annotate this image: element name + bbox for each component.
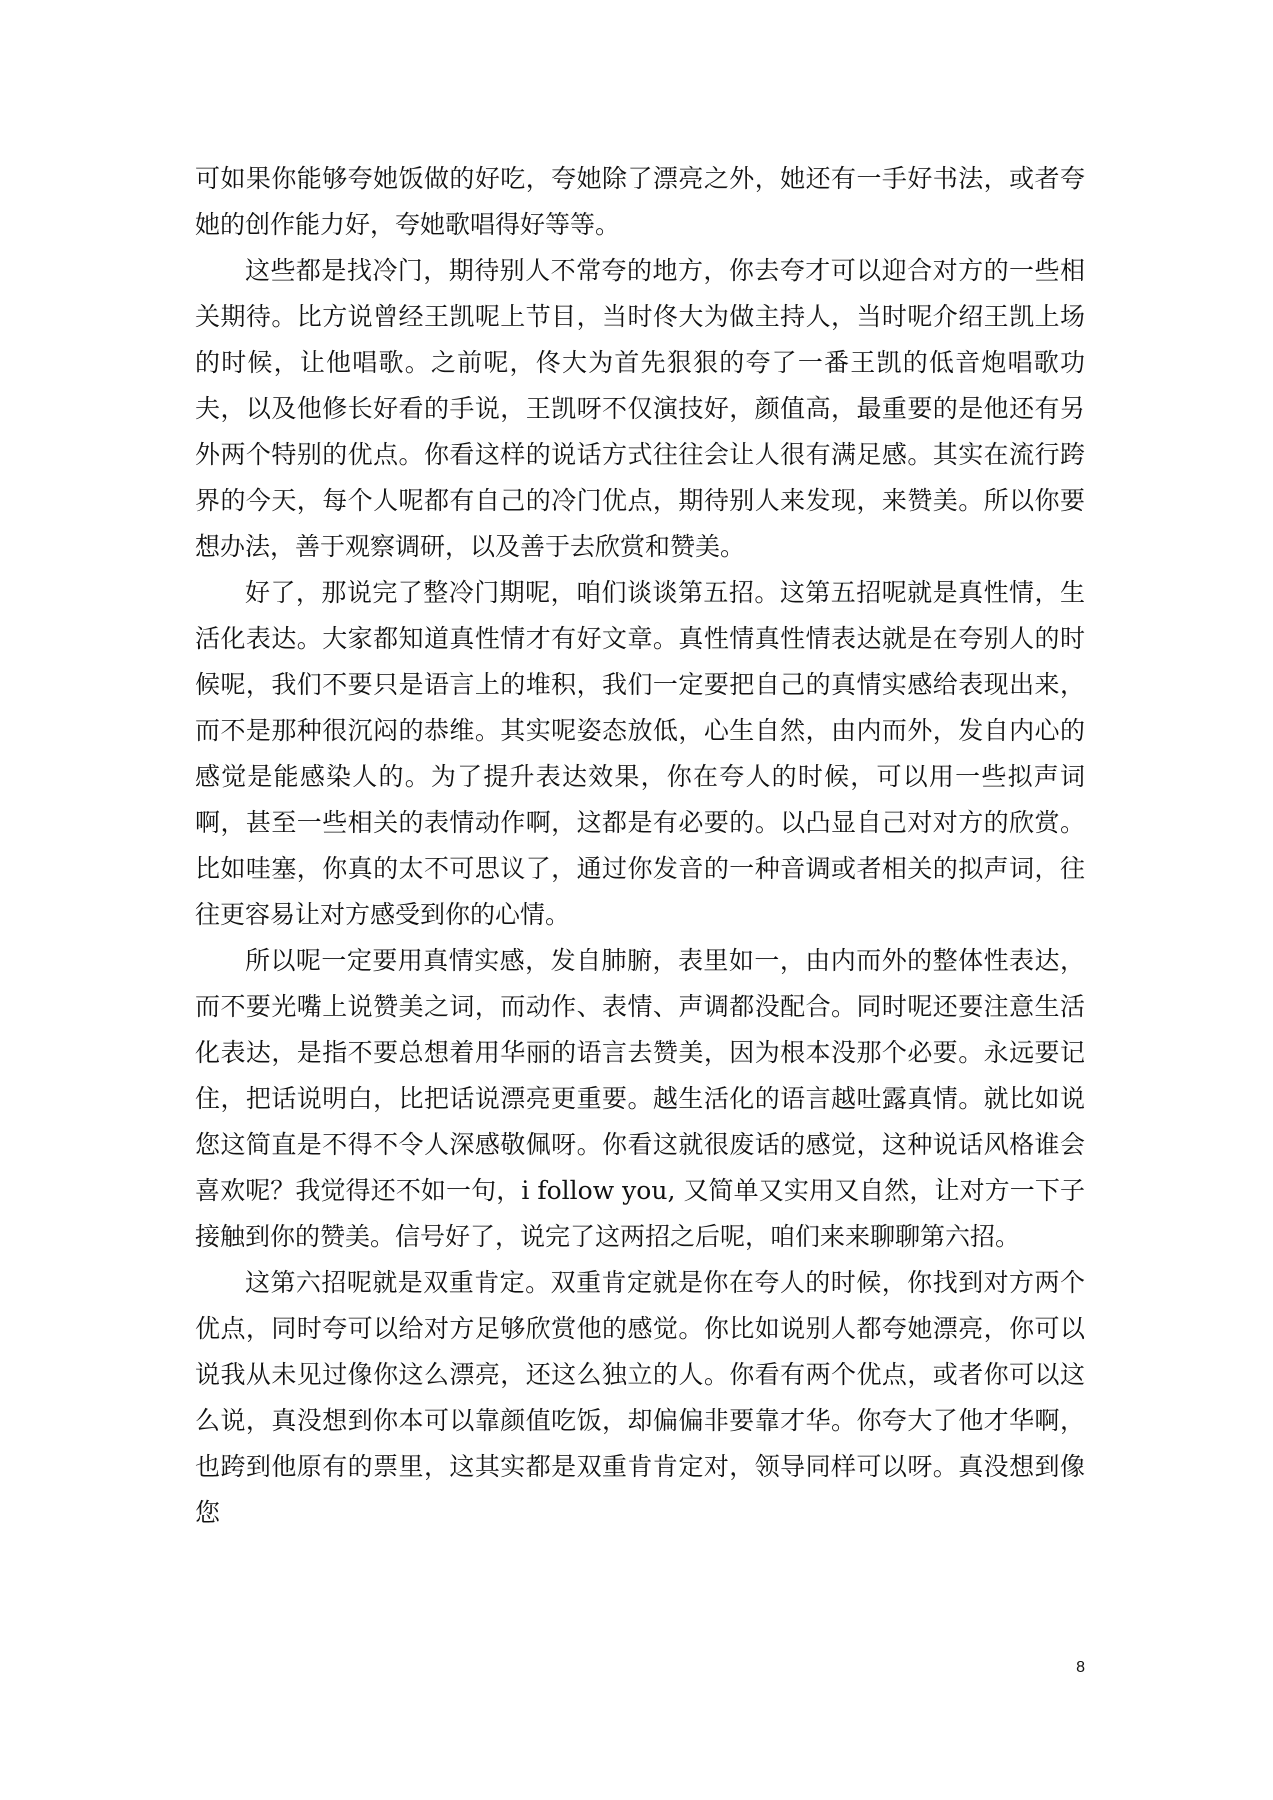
paragraph-2: 这些都是找冷门，期待别人不常夸的地方，你去夸才可以迎合对方的一些相关期待。比方说曾经王凯呢上节目，当时佟大为做主持人，当时呢介绍王凯上场的时候，让他唱歌。之前呢，佟大为首先狠狠的夸了一番王凯的低音炮唱歌功夫，以及他修长好看的手说，王凯呀不仅演技好，颜值高，最重要的是他还有另外两个特别的优点。你看这样的说话方式往往会让人很有满足感。其实在流行跨界的今天，每个人呢都有自己的冷门优点，期待别人来发现，来赞美。所以你要想办法，善于观察调研，以及善于去欣赏和赞美。 bbox=[195, 256, 1085, 561]
paragraph-4: 所以呢一定要用真情实感，发自肺腑，表里如一，由内而外的整体性表达，而不要光嘴上说赞美之词，而动作、表情、声调都没配合。同时呢还要注意生活化表达，是指不要总想着用华丽的语言去赞美，因为根本没那个必要。永远要记住，把话说明白，比把话说漂亮更重要。越生活化的语言越吐露真情。就比如说您这简直是不得不令人深感敬佩呀。你看这就很废话的感觉，这种说话风格谁会喜欢呢？我觉得还不如一句，i follow you, 又简单又实用又自然，让对方一下子接触到你的赞美。信号好了，说完了这两招之后呢，咱们来来聊聊第六招。 bbox=[195, 946, 1085, 1251]
body-text bbox=[195, 156, 1085, 1536]
paragraph-3: 好了，那说完了整冷门期呢，咱们谈谈第五招。这第五招呢就是真性情，生活化表达。大家都知道真性情才有好文章。真性情真性情表达就是在夸别人的时候呢，我们不要只是语言上的堆积，我们一定要把自己的真情实感给表现出来，而不是那种很沉闷的恭维。其实呢姿态放低，心生自然，由内而外，发自内心的感觉是能感染人的。为了提升表达效果，你在夸人的时候，可以用一些拟声词啊，甚至一些相关的表情动作啊，这都是有必要的。以凸显自己对对方的欣赏。比如哇塞，你真的太不可思议了，通过你发音的一种音调或者相关的拟声词，往往更容易让对方感受到你的心情。 bbox=[195, 578, 1085, 929]
page-number: 8 bbox=[1076, 1659, 1085, 1676]
paragraph-1: 可如果你能够夸她饭做的好吃，夸她除了漂亮之外，她还有一手好书法，或者夸她的创作能力好，夸她歌唱得好等等。 bbox=[195, 164, 1085, 239]
paragraph-5: 这第六招呢就是双重肯定。双重肯定就是你在夸人的时候，你找到对方两个优点，同时夸可以给对方足够欣赏他的感觉。你比如说别人都夸她漂亮，你可以说我从未见过像你这么漂亮，还这么独立的人。你看有两个优点，或者你可以这么说，真没想到你本可以靠颜值吃饭，却偏偏非要靠才华。你夸大了他才华啊，也跨到他原有的票里，这其实都是双重肯肯定对，领导同样可以呀。真没想到像您 bbox=[195, 1268, 1085, 1527]
